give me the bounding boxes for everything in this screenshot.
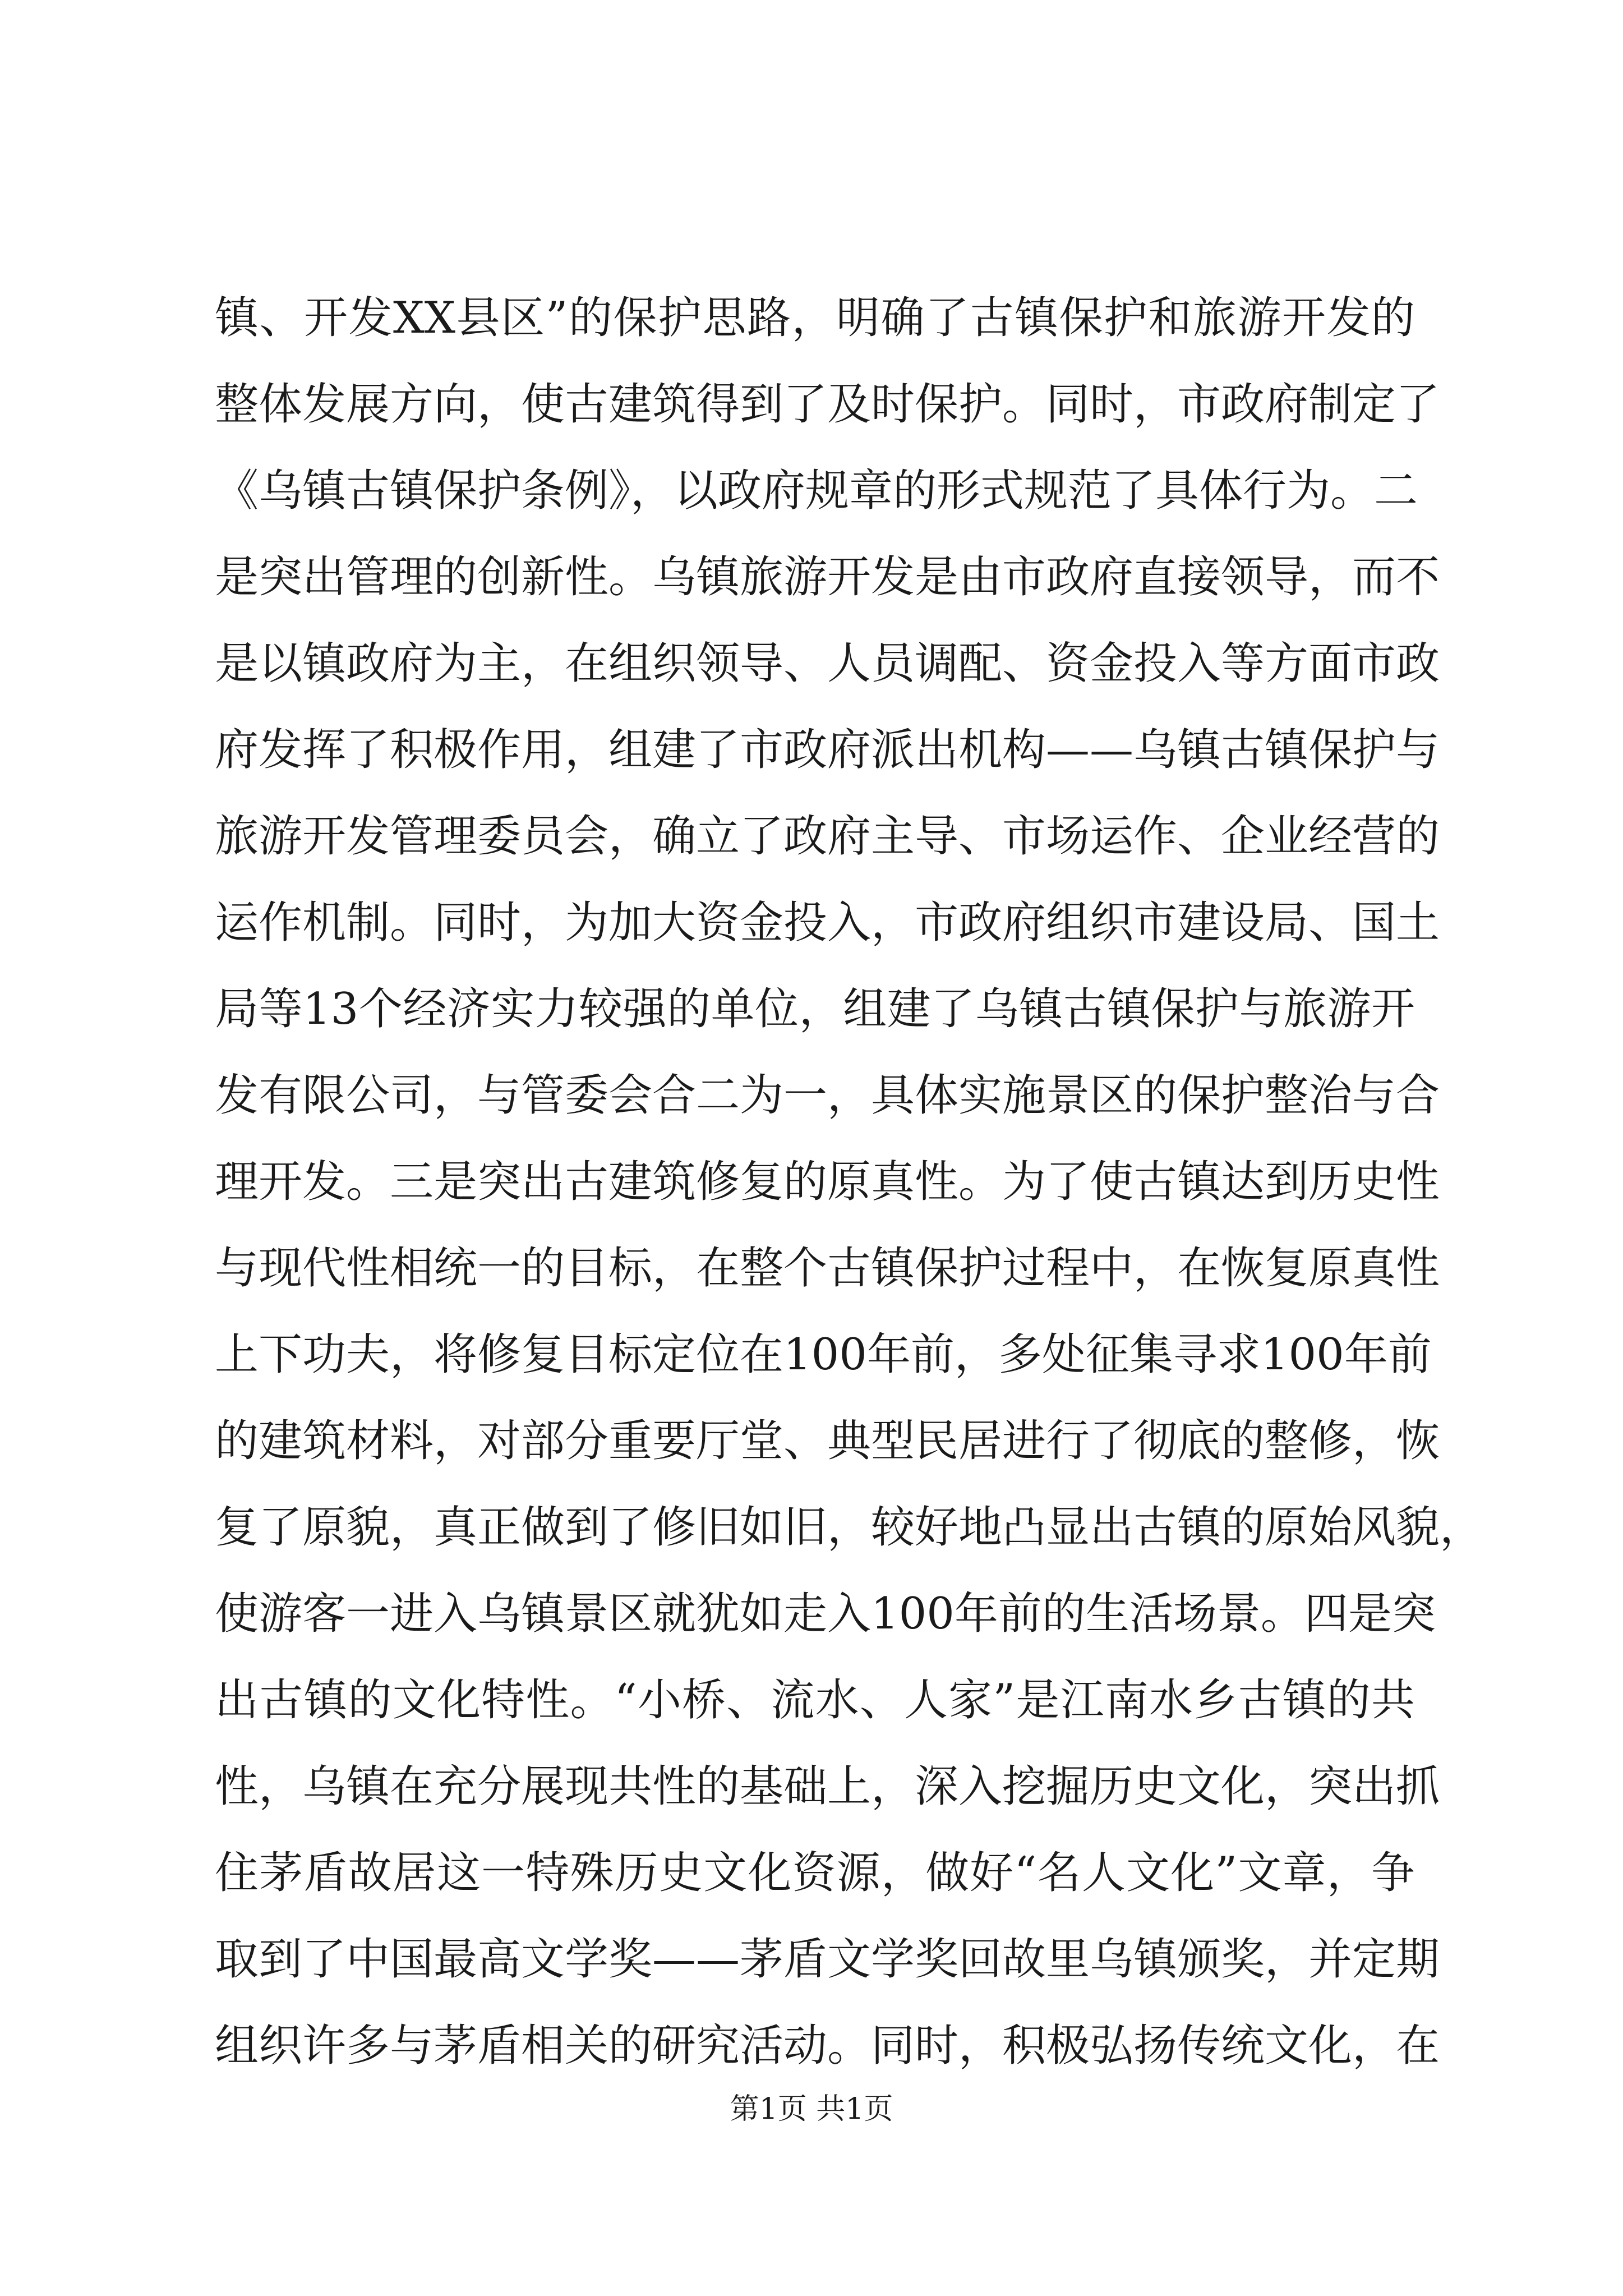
- text-line: 理开发。三是突出古建筑修复的原真性。为了使古镇达到历史性: [215, 1157, 1440, 1207]
- page-footer: 第1页 共1页: [730, 2092, 893, 2126]
- text-line: 局等13个经济实力较强的单位，组建了乌镇古镇保护与旅游开: [215, 984, 1415, 1034]
- text-line: 与现代性相统一的目标，在整个古镇保护过程中，在恢复原真性: [215, 1243, 1440, 1294]
- text-line: 运作机制。同时，为加大资金投入，市政府组织市建设局、国土: [215, 898, 1440, 948]
- text-line: 复了原貌，真正做到了修旧如旧，较好地凸显出古镇的原始风貌，: [215, 1502, 1484, 1553]
- text-line: 使游客一进入乌镇景区就犹如走入100年前的生活场景。四是突: [215, 1589, 1436, 1639]
- text-line: 取到了中国最高文学奖——茅盾文学奖回故里乌镇颁奖，并定期: [215, 1934, 1440, 1985]
- text-line: 发有限公司，与管委会合二为一，具体实施景区的保护整治与合: [215, 1070, 1440, 1121]
- text-line: 是以镇政府为主，在组织领导、人员调配、资金投入等方面市政: [215, 638, 1440, 689]
- text-line: 出古镇的文化特性。“小桥、流水、人家”是江南水乡古镇的共: [215, 1675, 1415, 1726]
- text-line: 《乌镇古镇保护条例》，以政府规章的形式规范了具体行为。二: [215, 466, 1418, 516]
- text-line: 整体发展方向，使古建筑得到了及时保护。同时，市政府制定了: [215, 379, 1440, 430]
- body-text: [215, 275, 1484, 2089]
- text-line: 住茅盾故居这一特殊历史文化资源，做好“名人文化”文章，争: [215, 1848, 1415, 1898]
- text-line: 旅游开发管理委员会，确立了政府主导、市场运作、企业经营的: [215, 811, 1440, 862]
- text-line: 的建筑材料，对部分重要厅堂、典型民居进行了彻底的整修，恢: [215, 1416, 1440, 1466]
- text-line: 性，乌镇在充分展现共性的基础上，深入挖掘历史文化，突出抓: [215, 1761, 1440, 1812]
- text-line: 是突出管理的创新性。乌镇旅游开发是由市政府直接领导，而不: [215, 552, 1440, 602]
- text-line: 组织许多与茅盾相关的研究活动。同时，积极弘扬传统文化，在: [215, 2021, 1440, 2071]
- text-line: 上下功夫，将修复目标定位在100年前，多处征集寻求100年前: [215, 1329, 1432, 1380]
- text-line: 府发挥了积极作用，组建了市政府派出机构——乌镇古镇保护与: [215, 725, 1440, 775]
- text-line: 镇、开发XX县区”的保护思路，明确了古镇保护和旅游开发的: [215, 293, 1415, 343]
